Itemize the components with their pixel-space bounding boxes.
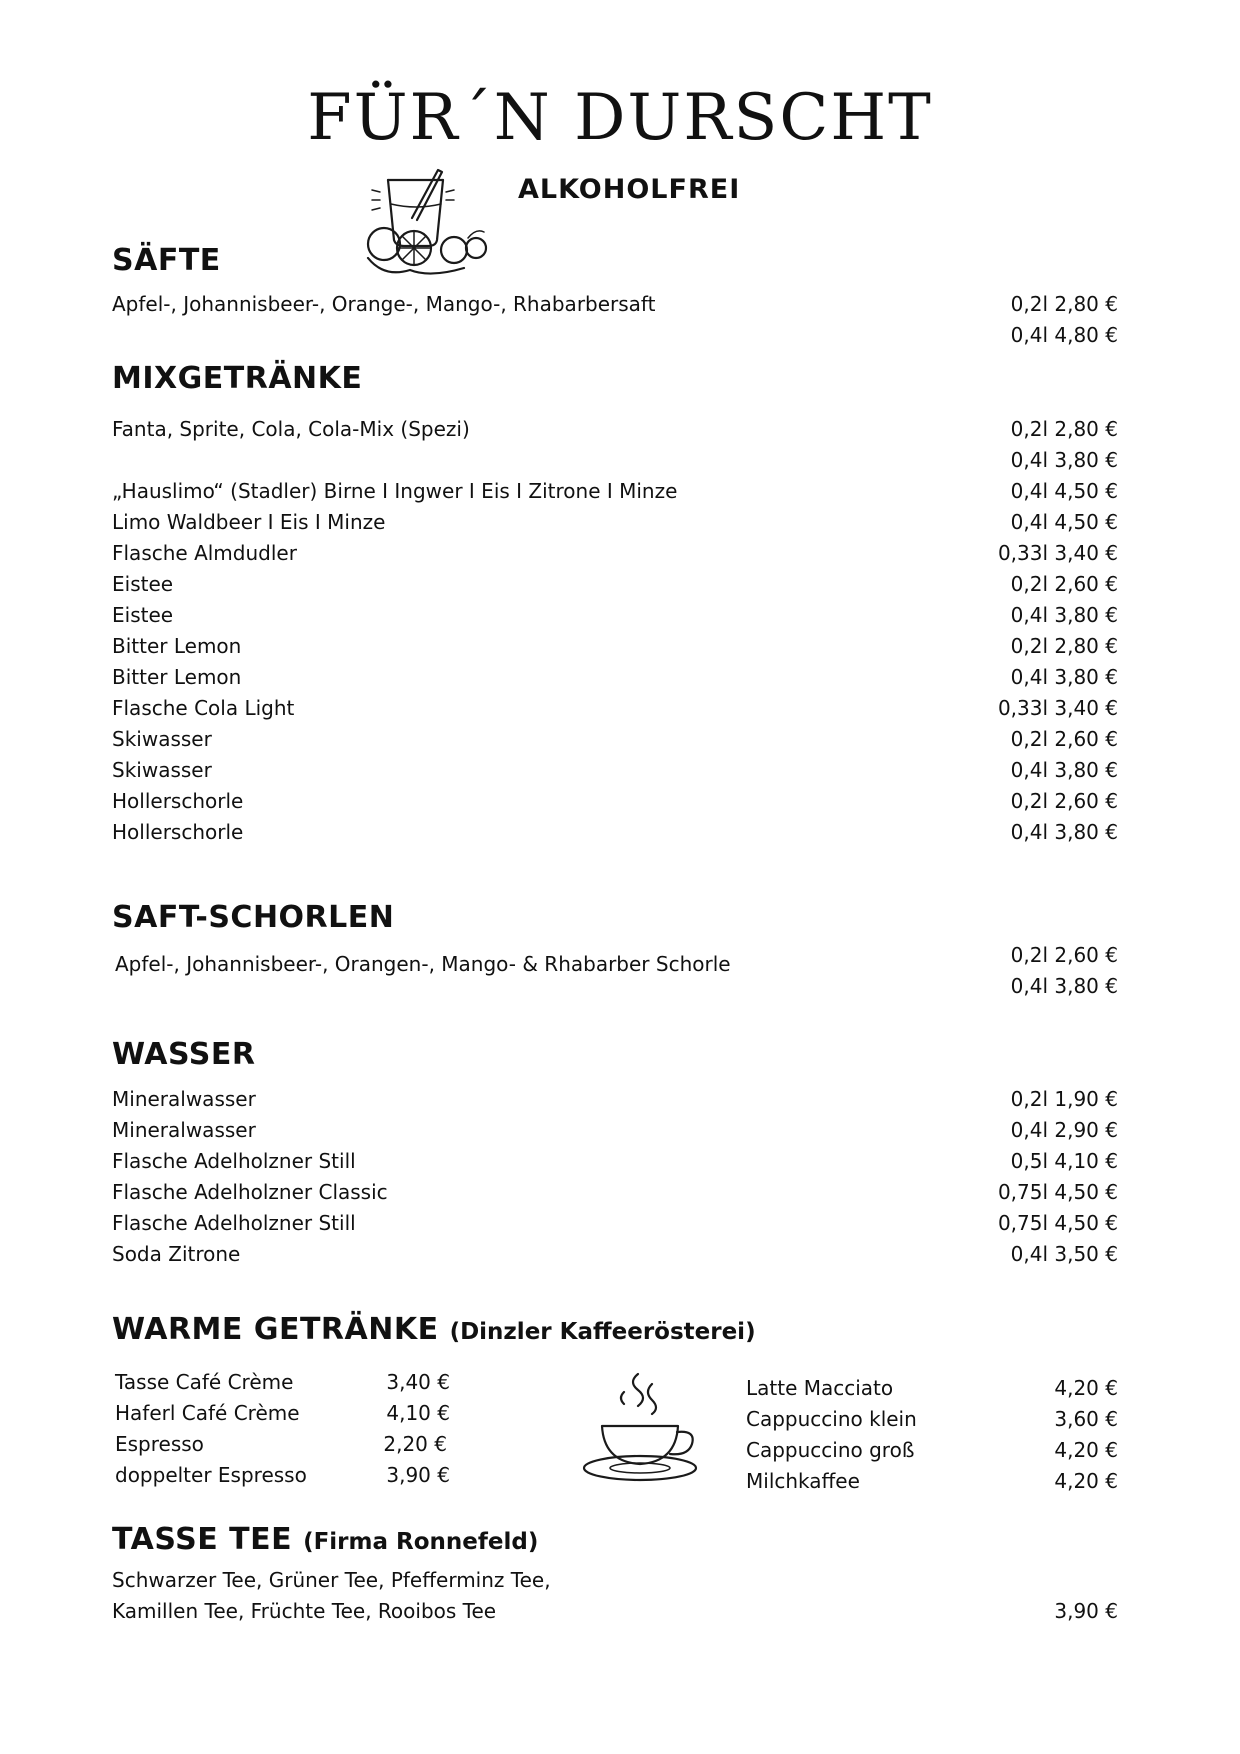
menu-item-name: Bitter Lemon bbox=[112, 665, 242, 689]
menu-item-price: 0,2l 2,60 € bbox=[1010, 572, 1118, 596]
section-heading-wasser: WASSER bbox=[112, 1037, 256, 1072]
subtitle: ALKOHOLFREI bbox=[518, 174, 741, 205]
menu-item-price: 4,20 € bbox=[1054, 1438, 1118, 1462]
menu-item-name: Schwarzer Tee, Grüner Tee, Pfefferminz Tee, bbox=[112, 1568, 551, 1592]
menu-item-price: 0,2l 1,90 € bbox=[1010, 1087, 1118, 1111]
menu-item-name: Fanta, Sprite, Cola, Cola-Mix (Spezi) bbox=[112, 417, 470, 441]
menu-item-name: Cappuccino groß bbox=[746, 1438, 915, 1462]
menu-item-price: 0,2l 2,60 € bbox=[1010, 789, 1118, 813]
menu-item-price: 0,75l 4,50 € bbox=[997, 1180, 1118, 1204]
section-heading-tee-title: TASSE TEE bbox=[112, 1522, 293, 1557]
section-heading-saftschorlen: SAFT-SCHORLEN bbox=[112, 900, 395, 935]
menu-item-price: 0,2l 2,80 € bbox=[1010, 292, 1118, 316]
menu-item-price: 0,75l 4,50 € bbox=[997, 1211, 1118, 1235]
menu-item-name: Haferl Café Crème bbox=[115, 1401, 300, 1425]
menu-item-price: 0,5l 4,10 € bbox=[1010, 1149, 1118, 1173]
menu-item-name: Apfel-, Johannisbeer-, Orangen-, Mango- & Rhabarber Schorle bbox=[115, 952, 731, 976]
section-heading-saefte: SÄFTE bbox=[112, 243, 221, 278]
menu-item-price: 0,33l 3,40 € bbox=[997, 541, 1118, 565]
menu-title: FÜR´N DURSCHT bbox=[307, 81, 933, 155]
menu-item-name: Hollerschorle bbox=[112, 789, 244, 813]
menu-item-name: Hollerschorle bbox=[112, 820, 244, 844]
menu-item-price: 0,4l 3,50 € bbox=[1010, 1242, 1118, 1266]
menu-item-name: Flasche Adelholzner Still bbox=[112, 1211, 356, 1235]
menu-item-price: 0,33l 3,40 € bbox=[997, 696, 1118, 720]
menu-item-name: Mineralwasser bbox=[112, 1118, 256, 1142]
menu-item-price: 4,20 € bbox=[1054, 1376, 1118, 1400]
menu-item-price: 3,60 € bbox=[1054, 1407, 1118, 1431]
menu-item-name: Flasche Almdudler bbox=[112, 541, 297, 565]
menu-item-name: Flasche Cola Light bbox=[112, 696, 295, 720]
menu-item-name: Soda Zitrone bbox=[112, 1242, 241, 1266]
menu-item-price: 4,20 € bbox=[1054, 1469, 1118, 1493]
section-subheading-tee: (Firma Ronnefeld) bbox=[303, 1529, 539, 1555]
section-heading-warme-title: WARME GETRÄNKE bbox=[112, 1312, 439, 1347]
menu-item-name: Flasche Adelholzner Classic bbox=[112, 1180, 388, 1204]
menu-item-name: Cappuccino klein bbox=[746, 1407, 917, 1431]
menu-item-price: 3,90 € bbox=[386, 1463, 450, 1487]
menu-item-price: 0,2l 2,80 € bbox=[1010, 417, 1118, 441]
menu-item-name: Eistee bbox=[112, 572, 174, 596]
menu-item-price: 3,40 € bbox=[386, 1370, 450, 1394]
menu-item-price: 2,20 € bbox=[383, 1432, 447, 1456]
menu-item-price: 0,2l 2,80 € bbox=[1010, 634, 1118, 658]
section-subheading-warme: (Dinzler Kaffeerösterei) bbox=[449, 1319, 756, 1345]
coffee-cup-icon bbox=[580, 1370, 700, 1486]
menu-item-name: Eistee bbox=[112, 603, 174, 627]
menu-item-price: 3,90 € bbox=[1054, 1599, 1118, 1623]
section-heading-mixgetraenke: MIXGETRÄNKE bbox=[112, 361, 363, 396]
menu-item-price: 0,4l 3,80 € bbox=[1010, 665, 1118, 689]
menu-item-name: Bitter Lemon bbox=[112, 634, 242, 658]
menu-item-price: 0,2l 2,60 € bbox=[1010, 943, 1118, 967]
menu-item-name: Flasche Adelholzner Still bbox=[112, 1149, 356, 1173]
juice-glass-icon bbox=[360, 166, 496, 282]
menu-item-name: Espresso bbox=[115, 1432, 204, 1456]
menu-item-name: „Hauslimo“ (Stadler) Birne I Ingwer I Eis I Zitrone I Minze bbox=[112, 479, 678, 503]
menu-item-price: 0,4l 3,80 € bbox=[1010, 820, 1118, 844]
menu-item-price: 0,4l 2,90 € bbox=[1010, 1118, 1118, 1142]
menu-item-price: 4,10 € bbox=[386, 1401, 450, 1425]
section-heading-warme bbox=[112, 1310, 756, 1352]
menu-item-name: Mineralwasser bbox=[112, 1087, 256, 1111]
menu-item-price: 0,4l 3,80 € bbox=[1010, 974, 1118, 998]
menu-item-price: 0,4l 3,80 € bbox=[1010, 448, 1118, 472]
menu-item-price: 0,4l 4,50 € bbox=[1010, 479, 1118, 503]
menu-item-name: Limo Waldbeer I Eis I Minze bbox=[112, 510, 386, 534]
menu-item-name: Skiwasser bbox=[112, 758, 212, 782]
menu-item-name: Milchkaffee bbox=[746, 1469, 860, 1493]
menu-item-name: Tasse Café Crème bbox=[115, 1370, 294, 1394]
menu-item-price: 0,4l 4,80 € bbox=[1010, 323, 1118, 347]
menu-item-price: 0,4l 3,80 € bbox=[1010, 603, 1118, 627]
menu-item-name: Apfel-, Johannisbeer-, Orange-, Mango-, Rhabarbersaft bbox=[112, 292, 656, 316]
menu-item-price: 0,4l 3,80 € bbox=[1010, 758, 1118, 782]
menu-item-name: Kamillen Tee, Früchte Tee, Rooibos Tee bbox=[112, 1599, 497, 1623]
menu-item-name: Latte Macciato bbox=[746, 1376, 894, 1400]
menu-item-price: 0,2l 2,60 € bbox=[1010, 727, 1118, 751]
menu-item-name: Skiwasser bbox=[112, 727, 212, 751]
menu-item-name: doppelter Espresso bbox=[115, 1463, 307, 1487]
menu-item-price: 0,4l 4,50 € bbox=[1010, 510, 1118, 534]
section-heading-tee bbox=[112, 1520, 538, 1562]
